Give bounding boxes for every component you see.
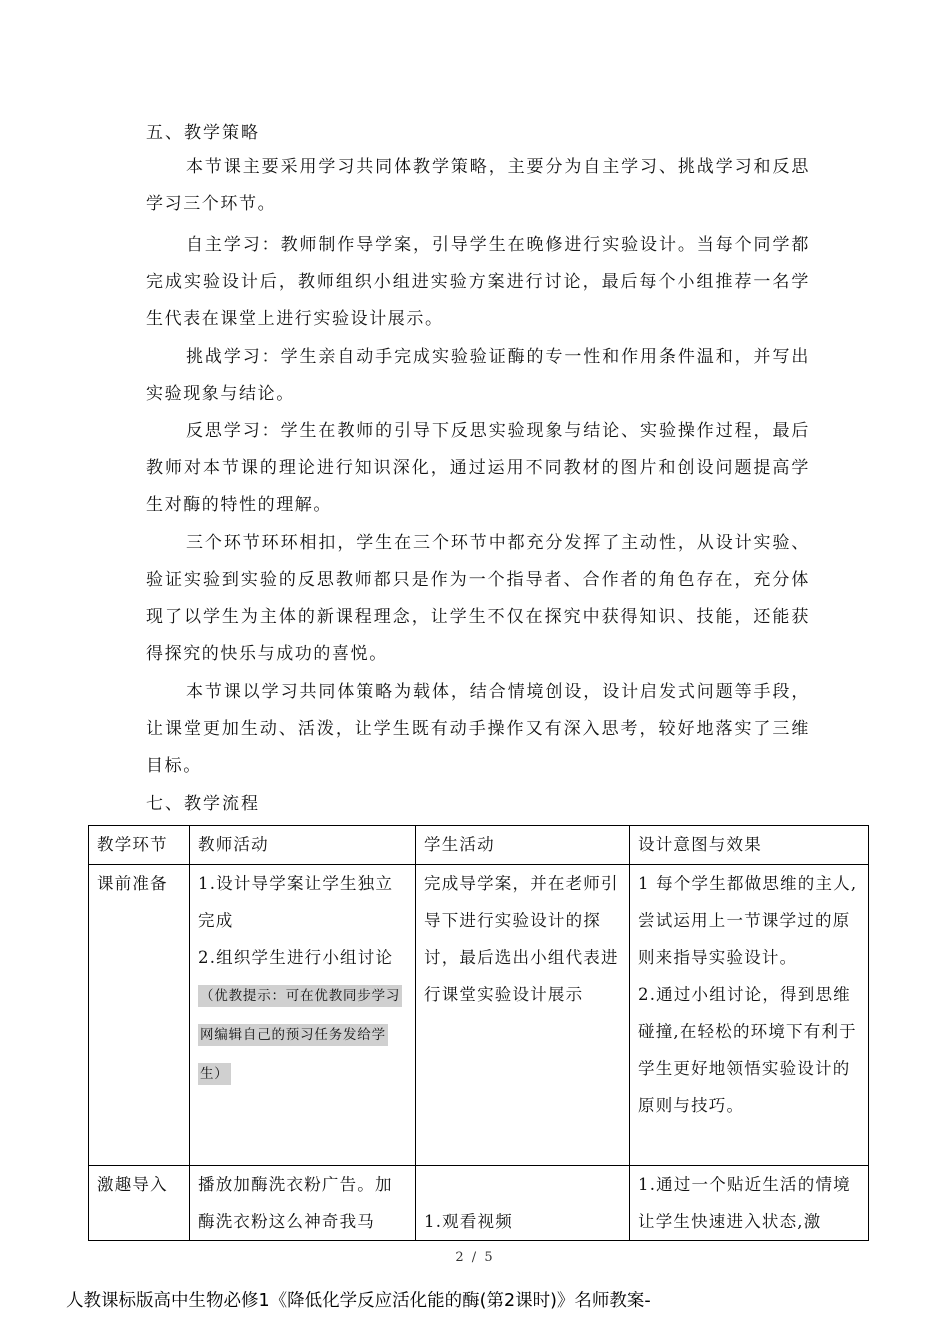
header-stage: 教学环节 xyxy=(89,826,190,865)
paragraph-linked-steps: 三个环节环环相扣，学生在三个环节中都充分发挥了主动性，从设计实验、验证实验到实验的反思教师都只是作为一个指导者、合作者的角色存在，充分体现了以学生为主体的新课程理念，让学生不仅在探究中获得知识、技能，还能获得探究的快乐与成功的喜悦。 xyxy=(146,533,810,664)
row-teacher-activity: 1.设计导学案让学生独立完成 2.组织学生进行小组讨论 xyxy=(198,874,394,967)
section-heading-flow: 七、教学流程 xyxy=(146,794,260,814)
teaching-tip-highlight: （优教提示：可在优教同步学习网编辑自己的预习任务发给学生） xyxy=(198,985,402,1085)
header-design-intent: 设计意图与效果 xyxy=(630,826,869,865)
row-stage: 激趣导入 xyxy=(97,1175,168,1194)
table-row xyxy=(89,1166,869,1241)
header-student-activity: 学生活动 xyxy=(416,826,630,865)
paragraph-self-study: 自主学习：教师制作导学案，引导学生在晚修进行实验设计。当每个同学都完成实验设计后，教师组织小组进实验方案进行讨论，最后每个小组推荐一名学生代表在课堂上进行实验设计展示。 xyxy=(146,235,810,329)
row-teacher-activity: 播放加酶洗衣粉广告。加酶洗衣粉这么神奇我马 xyxy=(198,1175,393,1231)
table-header-row xyxy=(89,826,869,865)
row-student-activity: 1.观看视频 xyxy=(424,1212,513,1231)
paragraph-reflection-study: 反思学习：学生在教师的引导下反思实验现象与结论、实验操作过程，最后教师对本节课的理论进行知识深化，通过运用不同教材的图片和创设问题提高学生对酶的特性的理解。 xyxy=(146,421,810,515)
paragraph-strategy-intro: 本节课主要采用学习共同体教学策略，主要分为自主学习、挑战学习和反思学习三个环节。 xyxy=(146,157,810,214)
header-teacher-activity: 教师活动 xyxy=(190,826,416,865)
row-design-intent: 1.通过一个贴近生活的情境让学生快速进入状态,激 xyxy=(638,1175,851,1231)
row-student-activity: 完成导学案，并在老师引导下进行实验设计的探讨，最后选出小组代表进行课堂实验设计展示 xyxy=(424,874,619,1004)
table-row xyxy=(89,865,869,1166)
section-heading-strategy: 五、教学策略 xyxy=(146,123,260,143)
paragraph-summary: 本节课以学习共同体策略为载体，结合情境创设，设计启发式问题等手段，让课堂更加生动、活泼，让学生既有动手操作又有深入思考，较好地落实了三维目标。 xyxy=(146,682,810,776)
teaching-flow-table xyxy=(88,825,869,1241)
paragraph-challenge-study: 挑战学习：学生亲自动手完成实验验证酶的专一性和作用条件温和，并写出实验现象与结论。 xyxy=(146,347,810,404)
row-stage: 课前准备 xyxy=(97,874,168,893)
page-number: 2 / 5 xyxy=(455,1250,495,1265)
document-title-footer: 人教课标版高中生物必修1《降低化学反应活化能的酶(第2课时)》名师教案- xyxy=(66,1291,651,1311)
row-design-intent: 1 每个学生都做思维的主人,尝试运用上一节课学过的原则来指导实验设计。 2.通过小组讨论，得到思维碰撞,在轻松的环境下有利于学生更好地领悟实验设计的原则与技巧。 xyxy=(638,874,858,1115)
